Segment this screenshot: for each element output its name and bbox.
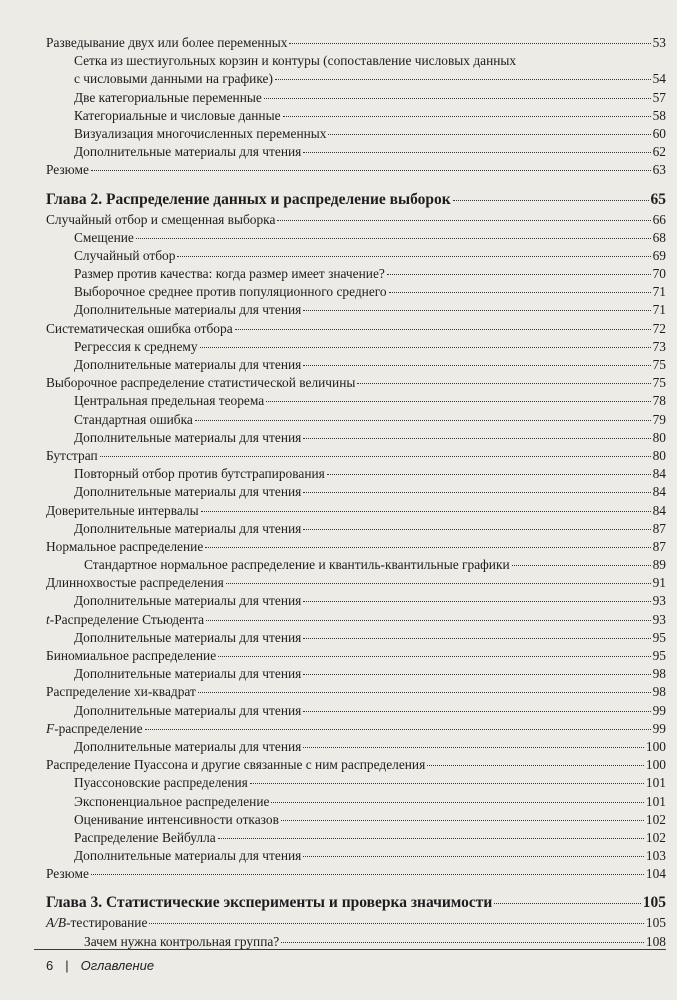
- toc-entry-title: Случайный отбор: [74, 247, 176, 263]
- toc-page-number: 102: [645, 811, 666, 827]
- toc-entry-title: Систематическая ошибка отбора: [46, 320, 233, 336]
- toc-page-number: 53: [652, 35, 666, 50]
- toc-entry[interactable]: [46, 229, 666, 247]
- dot-leader: [303, 711, 650, 712]
- toc-entry-title: Дополнительные материалы для чтения: [74, 666, 302, 682]
- toc-entry-title: Дополнительные материалы для чтения: [74, 520, 302, 536]
- toc-entry[interactable]: [46, 429, 666, 447]
- toc-entry-title: Дополнительные материалы для чтения: [74, 357, 302, 372]
- dot-leader: [271, 802, 643, 803]
- toc-entry[interactable]: [46, 447, 666, 465]
- toc-page-number: 108: [645, 933, 666, 949]
- dot-leader: [303, 601, 650, 602]
- dot-leader: [100, 456, 651, 457]
- toc-entry[interactable]: [46, 338, 666, 356]
- dot-leader: [91, 874, 644, 875]
- dot-leader: [303, 492, 650, 493]
- toc-entry-title: Зачем нужна контрольная группа?: [84, 933, 280, 949]
- toc-page-number: 98: [652, 684, 666, 700]
- toc-entry[interactable]: [46, 411, 666, 429]
- toc-entry[interactable]: [46, 465, 666, 483]
- dot-leader: [218, 656, 650, 657]
- toc-entry-title: Нормальное распределение: [46, 538, 204, 554]
- toc-page-number: 70: [652, 266, 666, 282]
- toc-page-number: 105: [642, 894, 666, 912]
- toc-page-number: 87: [652, 538, 666, 554]
- toc-page-number: 79: [652, 411, 666, 427]
- toc-entry-title: Дополнительные материалы для чтения: [74, 629, 302, 645]
- toc-entry-title: Категориальные и числовые данные: [74, 107, 281, 123]
- toc-entry[interactable]: [46, 392, 666, 410]
- toc-entry-title: Резюме: [46, 866, 89, 882]
- toc-entry-title: Распределение хи-квадрат: [46, 684, 196, 700]
- footer-page-number: 6: [46, 958, 54, 973]
- dot-leader: [494, 903, 640, 904]
- toc-page-number: 84: [652, 484, 666, 500]
- toc-entry[interactable]: [46, 774, 666, 792]
- toc-page-number: 80: [652, 429, 666, 445]
- toc-entry-title: Выборочное среднее против популяционного среднего: [74, 284, 387, 300]
- toc-entry-title: Доверительные интервалы: [46, 502, 199, 518]
- toc-entry[interactable]: [46, 283, 666, 301]
- toc-entry[interactable]: [46, 611, 666, 629]
- toc-entry[interactable]: [46, 143, 666, 161]
- dot-leader: [512, 565, 651, 566]
- dot-leader: [200, 347, 651, 348]
- dot-leader: [303, 674, 650, 675]
- toc-page-number: 101: [645, 793, 666, 809]
- toc-page-number: 102: [645, 829, 666, 845]
- footer-rule: [34, 949, 666, 950]
- dot-leader: [289, 43, 650, 44]
- toc-page-number: 63: [652, 162, 666, 178]
- toc-chapter[interactable]: [46, 189, 666, 211]
- dot-leader: [235, 329, 651, 330]
- footer-separator: |: [65, 958, 69, 973]
- toc-entry-title: Пуассоновские распределения: [74, 775, 248, 791]
- toc-entry[interactable]: [46, 107, 666, 125]
- toc-entry[interactable]: [46, 538, 666, 556]
- toc-page-number: 103: [645, 848, 666, 864]
- toc-page-number: 75: [652, 375, 666, 391]
- toc-page-number: 99: [652, 702, 666, 718]
- section-gap: [46, 883, 666, 892]
- toc-entry[interactable]: [46, 247, 666, 265]
- toc-entry[interactable]: [46, 592, 666, 610]
- dot-leader: [250, 783, 644, 784]
- toc-entry[interactable]: [46, 520, 666, 538]
- toc-entry-title: Размер против качества: когда размер имеет значение?: [74, 266, 385, 282]
- toc-entry-title: Стандартное нормальное распределение и квантиль-квантильные графики: [84, 557, 510, 573]
- toc-entry-title: Дополнительные материалы для чтения: [74, 302, 302, 318]
- toc-entry[interactable]: [46, 647, 666, 665]
- toc-entry[interactable]: [46, 702, 666, 720]
- dot-leader: [387, 274, 651, 275]
- toc-entry[interactable]: [46, 356, 666, 374]
- toc-entry[interactable]: [46, 161, 666, 179]
- dot-leader: [281, 820, 644, 821]
- toc-page-number: 93: [652, 593, 666, 609]
- dot-leader: [453, 200, 649, 201]
- toc-page-number: 101: [645, 775, 666, 791]
- toc-entry[interactable]: [46, 374, 666, 392]
- toc-entry[interactable]: [46, 556, 666, 574]
- toc-entry-title: Дополнительные материалы для чтения: [74, 702, 302, 718]
- toc-entry-title: Дополнительные материалы для чтения: [74, 144, 302, 160]
- toc-page-number: 60: [652, 125, 666, 141]
- toc-entry[interactable]: [46, 301, 666, 319]
- toc-entry[interactable]: [46, 125, 666, 143]
- toc-entry[interactable]: [46, 34, 666, 52]
- toc-entry-title: с числовыми данными на графике): [74, 71, 273, 87]
- toc-entry-title: Распределение Вейбулла: [74, 829, 216, 845]
- dot-leader: [206, 620, 651, 621]
- toc-entry-title: A/B-тестирование: [46, 915, 148, 931]
- toc-entry-title: Дополнительные материалы для чтения: [74, 429, 302, 445]
- toc-page-number: 54: [652, 71, 666, 87]
- toc-page-number: 71: [652, 284, 666, 300]
- dot-leader: [136, 238, 651, 239]
- table-of-contents: [46, 34, 666, 951]
- toc-entry-title: Биномиальное распределение: [46, 648, 217, 663]
- dot-leader: [283, 116, 651, 117]
- dot-leader: [195, 420, 651, 421]
- toc-entry-title: t-Распределение Стьюдента: [46, 611, 205, 627]
- toc-entry-title: Резюме: [46, 162, 89, 178]
- toc-page-number: 78: [652, 393, 666, 409]
- dot-leader: [91, 170, 651, 171]
- toc-entry-title: Стандартная ошибка: [74, 411, 193, 427]
- toc-entry-title: F-распределение: [46, 720, 143, 736]
- toc-entry-title: Глава 3. Статистические эксперименты и проверка значимости: [46, 894, 493, 912]
- dot-leader: [198, 692, 651, 693]
- toc-page-number: 93: [652, 611, 666, 627]
- toc-entry[interactable]: [46, 738, 666, 756]
- toc-entry[interactable]: [46, 811, 666, 829]
- toc-entry-title: Центральная предельная теорема: [74, 393, 265, 409]
- toc-entry[interactable]: [46, 756, 666, 774]
- toc-entry-title: Дополнительные материалы для чтения: [74, 484, 302, 500]
- toc-entry-title: Выборочное распределение статистической величины: [46, 375, 356, 391]
- toc-entry-title: Сетка из шестиугольных корзин и контуры (сопоставление числовых данных: [74, 53, 517, 69]
- dot-leader: [226, 583, 651, 584]
- dot-leader: [303, 365, 650, 366]
- toc-page-number: 100: [645, 738, 666, 754]
- dot-leader: [427, 765, 644, 766]
- dot-leader: [303, 638, 650, 639]
- dot-leader: [149, 923, 644, 924]
- toc-entry-title: Две категориальные переменные: [74, 89, 262, 105]
- toc-entry-title: Визуализация многочисленных переменных: [74, 125, 327, 141]
- dot-leader: [328, 134, 650, 135]
- toc-page-number: 87: [652, 520, 666, 536]
- toc-page-number: 105: [645, 915, 666, 931]
- toc-entry-title: Глава 2. Распределение данных и распределение выборок: [46, 190, 451, 208]
- toc-page-number: 84: [652, 502, 666, 518]
- toc-page-number: 72: [652, 320, 666, 336]
- toc-entry[interactable]: [46, 847, 666, 865]
- toc-entry-title: Оценивание интенсивности отказов: [74, 811, 279, 827]
- toc-entry-title: Распределение Пуассона и другие связанные с ним распределения: [46, 757, 426, 773]
- dot-leader: [266, 401, 650, 402]
- dot-leader: [303, 438, 650, 439]
- dot-leader: [389, 292, 651, 293]
- toc-page-number: 104: [645, 866, 666, 882]
- toc-entry[interactable]: [46, 683, 666, 701]
- dot-leader: [205, 547, 650, 548]
- dot-leader: [145, 729, 651, 730]
- dot-leader: [357, 383, 650, 384]
- dot-leader: [303, 747, 644, 748]
- toc-entry[interactable]: [46, 502, 666, 520]
- toc-page-number: 95: [652, 648, 666, 663]
- dot-leader: [281, 942, 644, 943]
- toc-page-number: 99: [652, 720, 666, 736]
- dot-leader: [277, 220, 650, 221]
- toc-entry[interactable]: [46, 211, 666, 229]
- toc-entry-title: Разведывание двух или более переменных: [46, 35, 288, 50]
- toc-entry-title: Длиннохвостые распределения: [46, 575, 224, 591]
- dot-leader: [303, 529, 650, 530]
- dot-leader: [177, 256, 650, 257]
- toc-entry[interactable]: [46, 793, 666, 811]
- toc-page-number: 98: [652, 666, 666, 682]
- dot-leader: [327, 474, 651, 475]
- toc-entry[interactable]: [46, 665, 666, 683]
- toc-entry[interactable]: [46, 574, 666, 592]
- toc-page-number: 69: [652, 247, 666, 263]
- toc-page-number: 84: [652, 466, 666, 482]
- toc-page-number: 62: [652, 144, 666, 160]
- toc-entry[interactable]: [46, 720, 666, 738]
- toc-entry[interactable]: [46, 914, 666, 932]
- toc-entry[interactable]: [46, 70, 666, 88]
- toc-page-number: 80: [652, 447, 666, 463]
- toc-page-number: 91: [652, 575, 666, 591]
- toc-entry[interactable]: [46, 52, 666, 70]
- dot-leader: [201, 511, 651, 512]
- dot-leader: [275, 79, 651, 80]
- toc-page-number: 65: [650, 190, 666, 208]
- toc-entry-title: Экспоненциальное распределение: [74, 793, 270, 809]
- toc-entry[interactable]: [46, 865, 666, 883]
- toc-page-number: 75: [652, 357, 666, 372]
- toc-entry[interactable]: [46, 265, 666, 283]
- section-gap: [46, 180, 666, 189]
- dot-leader: [303, 856, 644, 857]
- toc-entry-title: Бутстрап: [46, 447, 98, 463]
- toc-page-number: 73: [652, 338, 666, 354]
- toc-entry-title: Дополнительные материалы для чтения: [74, 848, 302, 864]
- toc-page-number: 89: [652, 557, 666, 573]
- toc-page-number: 68: [652, 229, 666, 245]
- toc-page-number: 58: [652, 107, 666, 123]
- page-footer: [46, 958, 154, 973]
- toc-entry[interactable]: [46, 629, 666, 647]
- toc-entry[interactable]: [46, 320, 666, 338]
- toc-page-number: 71: [652, 302, 666, 318]
- toc-entry[interactable]: [46, 89, 666, 107]
- toc-entry-title: Смещение: [74, 229, 134, 245]
- toc-entry[interactable]: [46, 483, 666, 501]
- toc-page-number: 100: [645, 757, 666, 773]
- dot-leader: [303, 152, 650, 153]
- toc-entry-title: Дополнительные материалы для чтения: [74, 593, 302, 609]
- toc-page-number: 57: [652, 89, 666, 105]
- toc-entry-title: Регрессия к среднему: [74, 338, 198, 354]
- dot-leader: [264, 98, 651, 99]
- dot-leader: [218, 838, 644, 839]
- toc-page-number: 66: [652, 211, 666, 227]
- toc-entry-title: Повторный отбор против бутстрапирования: [74, 466, 325, 482]
- toc-chapter[interactable]: [46, 892, 666, 914]
- toc-page-number: 95: [652, 629, 666, 645]
- toc-entry[interactable]: [46, 829, 666, 847]
- dot-leader: [303, 310, 650, 311]
- toc-entry-title: Дополнительные материалы для чтения: [74, 738, 302, 754]
- footer-title: Оглавление: [80, 958, 155, 973]
- toc-entry-title: Случайный отбор и смещенная выборка: [46, 211, 276, 227]
